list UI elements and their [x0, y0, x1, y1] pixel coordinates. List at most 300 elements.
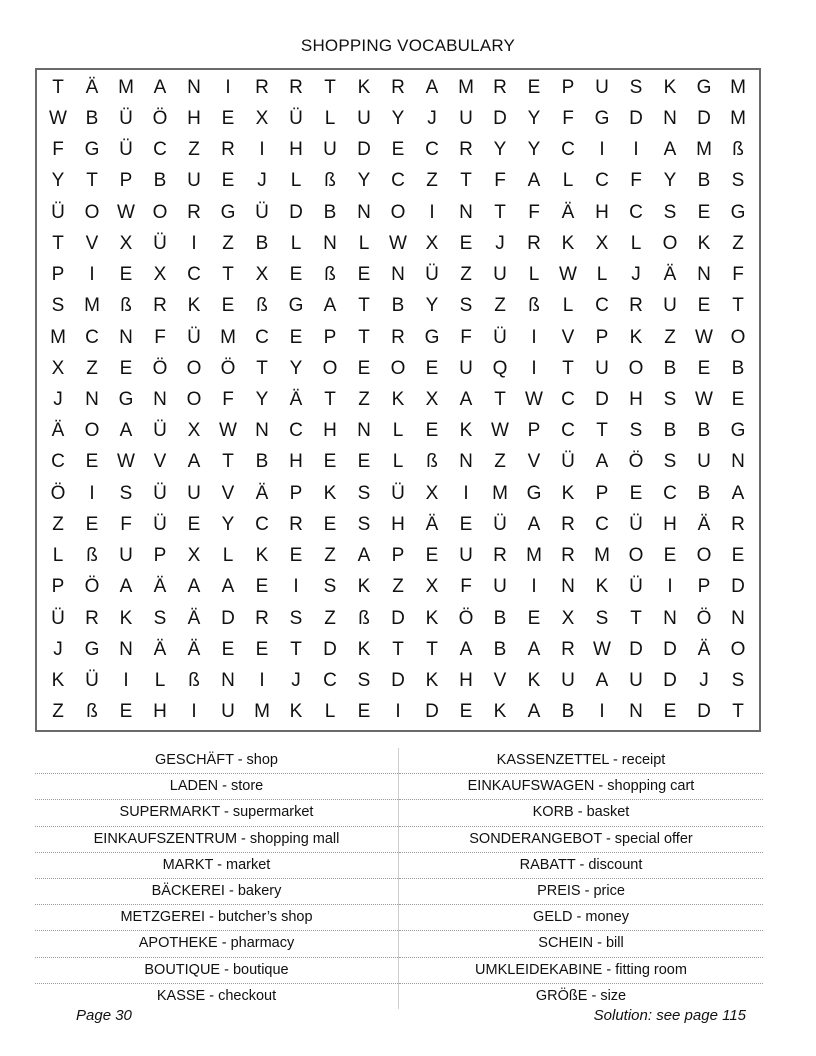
grid-letter: K: [561, 232, 575, 254]
grid-letter: Z: [222, 232, 234, 254]
grid-letter: E: [255, 576, 269, 598]
grid-letter: I: [599, 139, 605, 161]
grid-letter: C: [663, 482, 677, 504]
grid-letter: E: [289, 545, 303, 567]
grid-letter: O: [390, 201, 406, 223]
grid-letter: L: [528, 264, 540, 286]
grid-letter: C: [391, 170, 405, 192]
grid-letter: N: [357, 201, 371, 223]
grid-letter: V: [561, 326, 575, 348]
grid-letter: A: [527, 513, 541, 535]
grid-letter: U: [187, 170, 201, 192]
grid-letter: E: [425, 545, 439, 567]
grid-letter: Ö: [220, 357, 236, 379]
grid-letter: W: [117, 201, 135, 223]
grid-letter: S: [289, 607, 303, 629]
grid-letter: S: [323, 576, 337, 598]
grid-letter: K: [391, 388, 405, 410]
grid-letter: E: [425, 357, 439, 379]
grid-letter: L: [52, 545, 64, 567]
grid-letter: R: [221, 139, 235, 161]
grid-letter: L: [392, 451, 404, 473]
grid-letter: P: [391, 545, 405, 567]
grid-letter: Ö: [458, 607, 474, 629]
grid-letter: Ü: [85, 670, 99, 692]
grid-letter: O: [730, 638, 746, 660]
grid-letter: W: [559, 264, 577, 286]
grid-letter: Y: [425, 295, 439, 317]
grid-letter: Ö: [696, 607, 712, 629]
grid-letter: K: [323, 482, 337, 504]
grid-letter: B: [391, 295, 405, 317]
grid-letter: A: [459, 388, 473, 410]
grid-letter: X: [153, 264, 167, 286]
grid-letter: Ä: [561, 201, 575, 223]
grid-letter: E: [425, 420, 439, 442]
grid-letter: C: [187, 264, 201, 286]
grid-letter: R: [561, 638, 575, 660]
grid-letter: D: [357, 139, 371, 161]
grid-letter: E: [221, 638, 235, 660]
grid-letter: T: [596, 420, 608, 442]
grid-letter: O: [662, 232, 678, 254]
grid-letter: A: [323, 295, 337, 317]
grid-letter: L: [154, 670, 166, 692]
grid-letter: B: [85, 107, 99, 129]
grid-letter: I: [259, 670, 265, 692]
grid-letter: E: [85, 513, 99, 535]
grid-letter: H: [663, 513, 677, 535]
grid-letter: A: [153, 76, 167, 98]
grid-letter: V: [527, 451, 541, 473]
grid-letter: U: [459, 357, 473, 379]
grid-letter: A: [221, 576, 235, 598]
grid-letter: Ä: [255, 482, 269, 504]
grid-letter: Z: [494, 295, 506, 317]
grid-letter: N: [153, 388, 167, 410]
grid-letter: P: [289, 482, 303, 504]
grid-letter: J: [291, 670, 301, 692]
word-list-item: EINKAUFSWAGEN - shopping cart: [399, 774, 763, 800]
grid-letter: Y: [289, 357, 303, 379]
grid-letter: E: [221, 295, 235, 317]
grid-letter: H: [289, 451, 303, 473]
word-list-item: SONDERANGEBOT - special offer: [399, 827, 763, 853]
grid-letter: J: [53, 388, 63, 410]
grid-letter: D: [663, 670, 677, 692]
grid-letter: ß: [86, 545, 98, 567]
grid-letter: C: [561, 388, 575, 410]
grid-letter: Y: [357, 170, 371, 192]
grid-letter: Ü: [153, 482, 167, 504]
grid-letter: S: [731, 670, 745, 692]
grid-letter: O: [152, 201, 168, 223]
grid-letter: A: [527, 638, 541, 660]
grid-letter: Ü: [255, 201, 269, 223]
grid-letter: B: [663, 420, 677, 442]
grid-letter: L: [290, 170, 302, 192]
grid-letter: D: [595, 388, 609, 410]
grid-letter: T: [222, 264, 234, 286]
grid-letter: Ä: [85, 76, 99, 98]
grid-letter: W: [525, 388, 543, 410]
grid-letter: H: [289, 139, 303, 161]
grid-letter: E: [391, 139, 405, 161]
word-search-grid: [35, 68, 761, 732]
grid-letter: K: [357, 638, 371, 660]
grid-letter: U: [221, 701, 235, 723]
grid-letter: Y: [493, 139, 507, 161]
grid-letter: H: [323, 420, 337, 442]
grid-letter: K: [697, 232, 711, 254]
grid-letter: E: [357, 451, 371, 473]
grid-letter: G: [594, 107, 610, 129]
grid-letter: S: [153, 607, 167, 629]
grid-letter: K: [629, 326, 643, 348]
word-list: [35, 748, 763, 1009]
grid-letter: R: [289, 513, 303, 535]
grid-letter: Ö: [152, 107, 168, 129]
grid-letter: C: [561, 420, 575, 442]
grid-letter: I: [633, 139, 639, 161]
grid-letter: T: [222, 451, 234, 473]
grid-letter: T: [52, 76, 64, 98]
grid-letter: P: [595, 326, 609, 348]
grid-letter: D: [391, 670, 405, 692]
grid-letter: G: [118, 388, 134, 410]
grid-letter: K: [425, 607, 439, 629]
grid-letter: L: [596, 264, 608, 286]
grid-letter: X: [255, 107, 269, 129]
grid-letter: R: [153, 295, 167, 317]
grid-letter: C: [561, 139, 575, 161]
grid-letter: S: [357, 670, 371, 692]
grid-letter: N: [663, 607, 677, 629]
grid-letter: Ü: [187, 326, 201, 348]
grid-letter: C: [323, 670, 337, 692]
grid-letter: M: [254, 701, 270, 723]
grid-letter: N: [357, 420, 371, 442]
grid-letter: O: [186, 388, 202, 410]
grid-letter: Ü: [153, 420, 167, 442]
grid-letter: A: [459, 638, 473, 660]
grid-letter: ß: [528, 295, 540, 317]
grid-letter: Q: [492, 357, 508, 379]
grid-letter: S: [663, 388, 677, 410]
grid-letter: B: [561, 701, 575, 723]
grid-letter: Ä: [153, 576, 167, 598]
grid-letter: E: [119, 264, 133, 286]
grid-letter: P: [527, 420, 541, 442]
grid-letter: Z: [188, 139, 200, 161]
grid-letter: S: [459, 295, 473, 317]
grid-letter: ß: [426, 451, 438, 473]
grid-letter: R: [493, 545, 507, 567]
grid-letter: F: [562, 107, 574, 129]
grid-letter: R: [255, 76, 269, 98]
grid-letter: Z: [732, 232, 744, 254]
grid-letter: S: [51, 295, 65, 317]
grid-letter: K: [493, 701, 507, 723]
grid-letter: Ü: [493, 513, 507, 535]
grid-letter: Z: [358, 388, 370, 410]
grid-letter: T: [52, 232, 64, 254]
grid-letter: G: [424, 326, 440, 348]
grid-letter: O: [696, 545, 712, 567]
word-list-item: KORB - basket: [399, 800, 763, 826]
grid-letter: Ä: [51, 420, 65, 442]
grid-letter: R: [391, 76, 405, 98]
grid-letter: V: [85, 232, 99, 254]
grid-letter: ß: [732, 139, 744, 161]
grid-letter: I: [667, 576, 673, 598]
grid-letter: Z: [392, 576, 404, 598]
grid-letter: E: [85, 451, 99, 473]
grid-letter: W: [695, 326, 713, 348]
grid-letter: N: [255, 420, 269, 442]
grid-letter: I: [463, 482, 469, 504]
grid-letter: U: [663, 295, 677, 317]
grid-letter: Ä: [187, 638, 201, 660]
grid-letter: W: [49, 107, 67, 129]
grid-letter: Ü: [629, 576, 643, 598]
word-list-item: LADEN - store: [35, 774, 398, 800]
grid-letter: Ü: [119, 139, 133, 161]
grid-letter: K: [255, 545, 269, 567]
grid-letter: M: [492, 482, 508, 504]
grid-letter: M: [84, 295, 100, 317]
grid-letter: N: [459, 201, 473, 223]
grid-letter: A: [425, 76, 439, 98]
grid-letter: T: [392, 638, 404, 660]
grid-letter: I: [191, 701, 197, 723]
grid-letter: Ü: [51, 201, 65, 223]
grid-letter: C: [595, 513, 609, 535]
grid-letter: U: [187, 482, 201, 504]
grid-letter: B: [697, 170, 711, 192]
grid-letter: Ö: [628, 451, 644, 473]
grid-letter: R: [85, 607, 99, 629]
grid-letter: J: [427, 107, 437, 129]
grid-letter: N: [119, 326, 133, 348]
grid-letter: T: [426, 638, 438, 660]
grid-letter: S: [357, 482, 371, 504]
grid-letter: K: [663, 76, 677, 98]
grid-letter: P: [561, 76, 575, 98]
grid-letter: Ö: [84, 576, 100, 598]
grid-letter: R: [391, 326, 405, 348]
word-list-item: UMKLEIDEKABINE - fitting room: [399, 958, 763, 984]
grid-letter: C: [51, 451, 65, 473]
grid-letter: E: [527, 607, 541, 629]
grid-letter: I: [599, 701, 605, 723]
grid-letter: C: [629, 201, 643, 223]
grid-letter: O: [84, 201, 100, 223]
grid-letter: B: [493, 638, 507, 660]
grid-letter: I: [259, 139, 265, 161]
grid-letter: M: [118, 76, 134, 98]
grid-letter: X: [119, 232, 133, 254]
grid-letter: L: [290, 232, 302, 254]
word-list-item: BÄCKEREI - bakery: [35, 879, 398, 905]
grid-letter: Ü: [561, 451, 575, 473]
grid-letter: X: [425, 576, 439, 598]
grid-letter: G: [730, 201, 746, 223]
grid-letter: ß: [188, 670, 200, 692]
grid-letter: S: [731, 170, 745, 192]
grid-letter: S: [663, 451, 677, 473]
grid-letter: T: [290, 638, 302, 660]
grid-letter: K: [425, 670, 439, 692]
grid-letter: E: [663, 701, 677, 723]
grid-letter: ß: [86, 701, 98, 723]
grid-letter: X: [255, 264, 269, 286]
grid-letter: C: [85, 326, 99, 348]
grid-letter: B: [493, 607, 507, 629]
grid-letter: I: [531, 576, 537, 598]
grid-letter: I: [531, 357, 537, 379]
grid-letter: F: [528, 201, 540, 223]
grid-letter: S: [119, 482, 133, 504]
word-list-item: GELD - money: [399, 905, 763, 931]
grid-letter: J: [631, 264, 641, 286]
grid-letter: L: [358, 232, 370, 254]
grid-letter: F: [494, 170, 506, 192]
grid-letter: T: [494, 388, 506, 410]
grid-letter: A: [527, 701, 541, 723]
grid-letter: N: [391, 264, 405, 286]
grid-letter: E: [459, 232, 473, 254]
grid-letter: ß: [120, 295, 132, 317]
grid-letter: U: [493, 576, 507, 598]
word-list-item: BOUTIQUE - boutique: [35, 958, 398, 984]
grid-letter: U: [595, 76, 609, 98]
grid-letter: V: [493, 670, 507, 692]
grid-letter: B: [663, 357, 677, 379]
grid-letter: T: [324, 76, 336, 98]
grid-letter: J: [699, 670, 709, 692]
grid-letter: I: [123, 670, 129, 692]
grid-letter: H: [459, 670, 473, 692]
grid-letter: E: [119, 357, 133, 379]
page-title: SHOPPING VOCABULARY: [300, 36, 516, 55]
grid-letter: K: [527, 670, 541, 692]
grid-letter: P: [697, 576, 711, 598]
grid-letter: Ü: [153, 232, 167, 254]
grid-letter: E: [731, 388, 745, 410]
grid-letter: A: [357, 545, 371, 567]
grid-letter: D: [425, 701, 439, 723]
grid-letter: R: [459, 139, 473, 161]
grid-letter: B: [697, 482, 711, 504]
grid-letter: K: [595, 576, 609, 598]
grid-letter: I: [293, 576, 299, 598]
grid-letter: R: [561, 513, 575, 535]
grid-letter: E: [697, 357, 711, 379]
grid-letter: H: [629, 388, 643, 410]
grid-letter: Ä: [697, 638, 711, 660]
grid-letter: C: [153, 139, 167, 161]
grid-letter: Ü: [493, 326, 507, 348]
grid-letter: P: [153, 545, 167, 567]
grid-letter: G: [84, 139, 100, 161]
grid-letter: N: [119, 638, 133, 660]
grid-letter: X: [425, 232, 439, 254]
grid-letter: ß: [324, 170, 336, 192]
grid-letter: O: [730, 326, 746, 348]
grid-letter: X: [561, 607, 575, 629]
grid-letter: Z: [460, 264, 472, 286]
grid-letter: G: [526, 482, 542, 504]
grid-letter: ß: [256, 295, 268, 317]
grid-letter: E: [323, 513, 337, 535]
grid-letter: E: [357, 701, 371, 723]
grid-letter: G: [84, 638, 100, 660]
grid-letter: A: [119, 576, 133, 598]
grid-letter: U: [459, 107, 473, 129]
grid-letter: B: [255, 232, 269, 254]
grid-letter: C: [425, 139, 439, 161]
grid-letter: F: [732, 264, 744, 286]
grid-letter: ß: [358, 607, 370, 629]
grid-letter: M: [526, 545, 542, 567]
grid-letter: T: [562, 357, 574, 379]
grid-letter: Z: [52, 513, 64, 535]
word-list-item: RABATT - discount: [399, 853, 763, 879]
grid-letter: W: [593, 638, 611, 660]
grid-letter: B: [731, 357, 745, 379]
grid-letter: J: [257, 170, 267, 192]
grid-letter: N: [629, 701, 643, 723]
grid-letter: X: [425, 388, 439, 410]
grid-letter: Y: [391, 107, 405, 129]
grid-letter: M: [458, 76, 474, 98]
grid-letter: U: [459, 545, 473, 567]
grid-letter: Z: [426, 170, 438, 192]
word-list-item: GESCHÄFT - shop: [35, 748, 398, 774]
grid-letter: Y: [663, 170, 677, 192]
grid-letter: E: [357, 357, 371, 379]
grid-letter: A: [119, 420, 133, 442]
grid-letter: E: [697, 201, 711, 223]
grid-letter: E: [663, 545, 677, 567]
grid-letter: M: [696, 139, 712, 161]
grid-letter: R: [255, 607, 269, 629]
grid-letter: I: [429, 201, 435, 223]
grid-letter: U: [697, 451, 711, 473]
grid-letter: W: [491, 420, 509, 442]
grid-letter: Z: [494, 451, 506, 473]
grid-letter: L: [324, 701, 336, 723]
grid-letter: L: [392, 420, 404, 442]
grid-letter: T: [86, 170, 98, 192]
grid-letter: S: [629, 420, 643, 442]
grid-letter: O: [322, 357, 338, 379]
word-list-item: SCHEIN - bill: [399, 931, 763, 957]
grid-letter: E: [187, 513, 201, 535]
grid-letter: T: [460, 170, 472, 192]
grid-letter: V: [153, 451, 167, 473]
grid-letter: L: [562, 170, 574, 192]
grid-letter: F: [222, 388, 234, 410]
grid-letter: G: [288, 295, 304, 317]
grid-letter: F: [630, 170, 642, 192]
grid-letter: M: [220, 326, 236, 348]
grid-letter: F: [460, 326, 472, 348]
grid-letter: Ö: [50, 482, 66, 504]
grid-letter: M: [50, 326, 66, 348]
grid-letter: E: [459, 513, 473, 535]
